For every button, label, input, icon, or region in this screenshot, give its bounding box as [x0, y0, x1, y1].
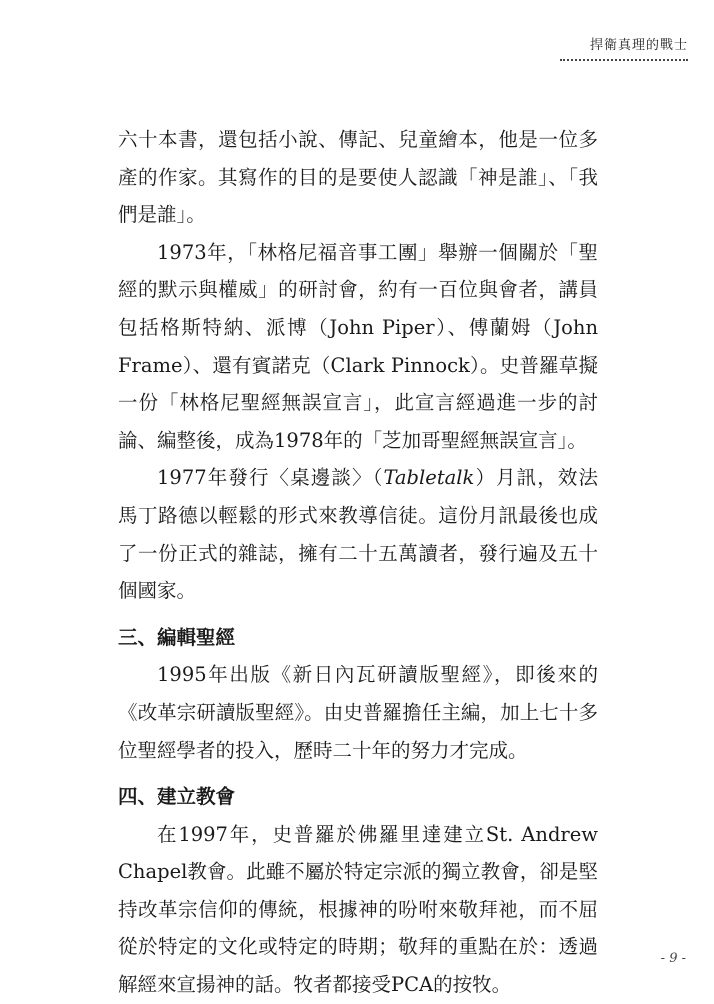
- tabletalk-text-before: 1977年發行〈桌邊談〉（: [157, 466, 384, 490]
- paragraph-1973-conference: 1973年，「林格尼福音事工團」舉辦一個關於「聖經的默示與權威」的研討會，約有一百位與會者，講員包括格斯特納、派博（John Piper）、傅蘭姆（John Frame）、還有賓諾克（Clark Pinnock）。史普羅草擬一份「林格尼聖經無誤宣言」，此宣言經過進一步的討論、編整後，成為1978年的「芝加哥聖經無誤宣言」。: [118, 240, 598, 452]
- paragraph-study-bible: 1995年出版《新日內瓦研讀版聖經》，即後來的《改革宗研讀版聖經》。由史普羅擔任主編，加上七十多位聖經學者的投入，歷時二十年的努力才完成。: [118, 663, 598, 762]
- paragraph-tabletalk: [118, 459, 598, 609]
- tabletalk-text-after: ）月訊，效法馬丁路德以輕鬆的形式來教導信徒。這份月訊最後也成了一份正式的雜誌，擁有二十五萬讀者，發行遍及五十個國家。: [118, 466, 598, 603]
- page-body: [118, 121, 598, 1004]
- paragraph-intro: 六十本書，還包括小說、傳記、兒童繪本，他是一位多產的作家。其寫作的目的是要使人認識「神是誰」、「我們是誰」。: [118, 128, 598, 227]
- running-header-title: 捍衛真理的戰士: [589, 38, 688, 53]
- section-heading-editing-bible: 三、編輯聖經: [118, 625, 236, 649]
- header-dotted-rule: [560, 59, 688, 61]
- page-number: - 9 -: [660, 951, 686, 966]
- running-header: [590, 34, 688, 61]
- paragraph-church: 在1997年，史普羅於佛羅里達建立St. Andrew Chapel教會。此雖不屬於特定宗派的獨立教會，卻是堅持改革宗信仰的傳統，根據神的吩咐來敬拜祂，而不屈從於特定的文化或特定的時期；敬拜的重點在於：透過解經來宣揚神的話。牧者都接受PCA的按牧。: [118, 822, 598, 997]
- tabletalk-title: Tabletalk: [383, 466, 475, 490]
- section-heading-founding-church: 四、建立教會: [118, 785, 236, 809]
